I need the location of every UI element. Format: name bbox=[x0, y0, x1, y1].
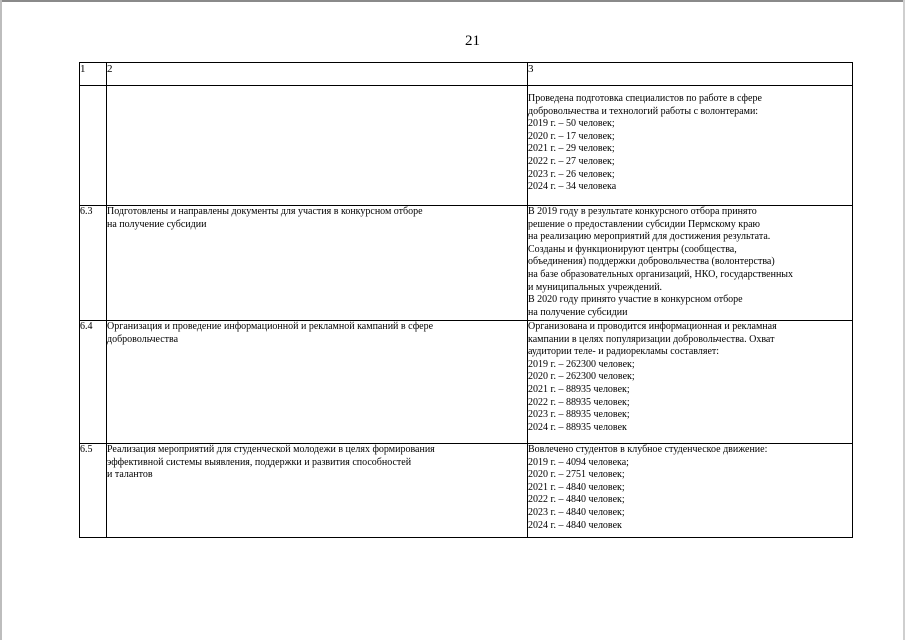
result-line: Организована и проводится информационная и рекламная bbox=[528, 321, 777, 332]
result-line: 2020 г. – 2751 человек; bbox=[528, 469, 625, 481]
result-line: 2023 г. – 88935 человек; bbox=[528, 409, 630, 421]
task-line: эффективной системы выявления, поддержки и развития способностей bbox=[107, 456, 412, 468]
result-line: 2021 г. – 29 человек; bbox=[528, 143, 615, 155]
result-line: аудитории теле- и радиорекламы составляет: bbox=[528, 346, 720, 358]
result-description-cell bbox=[528, 206, 853, 321]
table-row bbox=[80, 86, 853, 206]
row-number: 6.3 bbox=[80, 206, 107, 321]
scan-border-left bbox=[0, 0, 2, 640]
task-line: и талантов bbox=[107, 469, 153, 481]
result-line: 2022 г. – 4840 человек; bbox=[528, 494, 625, 506]
column-header-2: 2 bbox=[107, 63, 528, 86]
task-line: Подготовлены и направлены документы для участия в конкурсном отборе bbox=[107, 206, 423, 217]
row-number: 6.5 bbox=[80, 444, 107, 538]
result-line: В 2019 году в результате конкурсного отбора принято bbox=[528, 206, 757, 217]
result-line: на получение субсидии bbox=[528, 306, 628, 318]
task-line: добровольчества bbox=[107, 333, 179, 345]
result-line: 2024 г. – 4840 человек bbox=[528, 519, 622, 531]
table-row bbox=[80, 206, 853, 321]
result-line: объединения) поддержки добровольчества (волонтерства) bbox=[528, 256, 775, 268]
result-line: решение о предоставлении субсидии Пермскому краю bbox=[528, 218, 761, 230]
result-line: 2022 г. – 88935 человек; bbox=[528, 396, 630, 408]
result-description-cell bbox=[528, 86, 853, 206]
task-description-cell bbox=[107, 86, 528, 206]
task-line: Реализация мероприятий для студенческой молодежи в целях формирования bbox=[107, 444, 435, 455]
result-line: Вовлечено студентов в клубное студенческое движение: bbox=[528, 444, 768, 455]
report-table bbox=[79, 62, 853, 538]
table-row bbox=[80, 444, 853, 538]
row-number bbox=[80, 86, 107, 206]
result-description-cell bbox=[528, 444, 853, 538]
result-line: и муниципальных учреждений. bbox=[528, 281, 663, 293]
task-line: на получение субсидии bbox=[107, 218, 207, 230]
header-row bbox=[80, 63, 853, 86]
result-line: 2019 г. – 262300 человек; bbox=[528, 358, 635, 370]
result-description-cell bbox=[528, 321, 853, 444]
result-line: Созданы и функционируют центры (сообщества, bbox=[528, 243, 737, 255]
result-line: 2022 г. – 27 человек; bbox=[528, 155, 615, 167]
result-line: добровольчества и технологий работы с волонтерами: bbox=[528, 105, 759, 117]
row-number: 6.4 bbox=[80, 321, 107, 444]
column-header-3: 3 bbox=[528, 63, 853, 86]
task-description-cell bbox=[107, 444, 528, 538]
result-line: кампании в целях популяризации добровольчества. Охват bbox=[528, 333, 775, 345]
task-line: Организация и проведение информационной и рекламной кампаний в сфере bbox=[107, 321, 434, 332]
result-line: 2019 г. – 4094 человека; bbox=[528, 456, 629, 468]
result-line: Проведена подготовка специалистов по работе в сфере bbox=[528, 93, 762, 104]
result-line: на реализацию мероприятий для достижения результата. bbox=[528, 231, 771, 243]
result-line: 2024 г. – 88935 человек bbox=[528, 421, 627, 433]
result-line: 2021 г. – 4840 человек; bbox=[528, 481, 625, 493]
result-line: 2020 г. – 262300 человек; bbox=[528, 371, 635, 383]
page-number: 21 bbox=[465, 33, 480, 49]
task-description-cell bbox=[107, 206, 528, 321]
result-line: 2023 г. – 26 человек; bbox=[528, 168, 615, 180]
result-line: В 2020 году принято участие в конкурсном отборе bbox=[528, 294, 743, 306]
table-row bbox=[80, 321, 853, 444]
result-line: на базе образовательных организаций, НКО, государственных bbox=[528, 268, 794, 280]
result-line: 2020 г. – 17 человек; bbox=[528, 130, 615, 142]
task-description-cell bbox=[107, 321, 528, 444]
scan-border-top bbox=[0, 0, 905, 2]
result-line: 2021 г. – 88935 человек; bbox=[528, 383, 630, 395]
column-header-1: 1 bbox=[80, 63, 107, 86]
result-line: 2019 г. – 50 человек; bbox=[528, 118, 615, 130]
result-line: 2023 г. – 4840 человек; bbox=[528, 506, 625, 518]
result-line: 2024 г. – 34 человека bbox=[528, 181, 617, 193]
